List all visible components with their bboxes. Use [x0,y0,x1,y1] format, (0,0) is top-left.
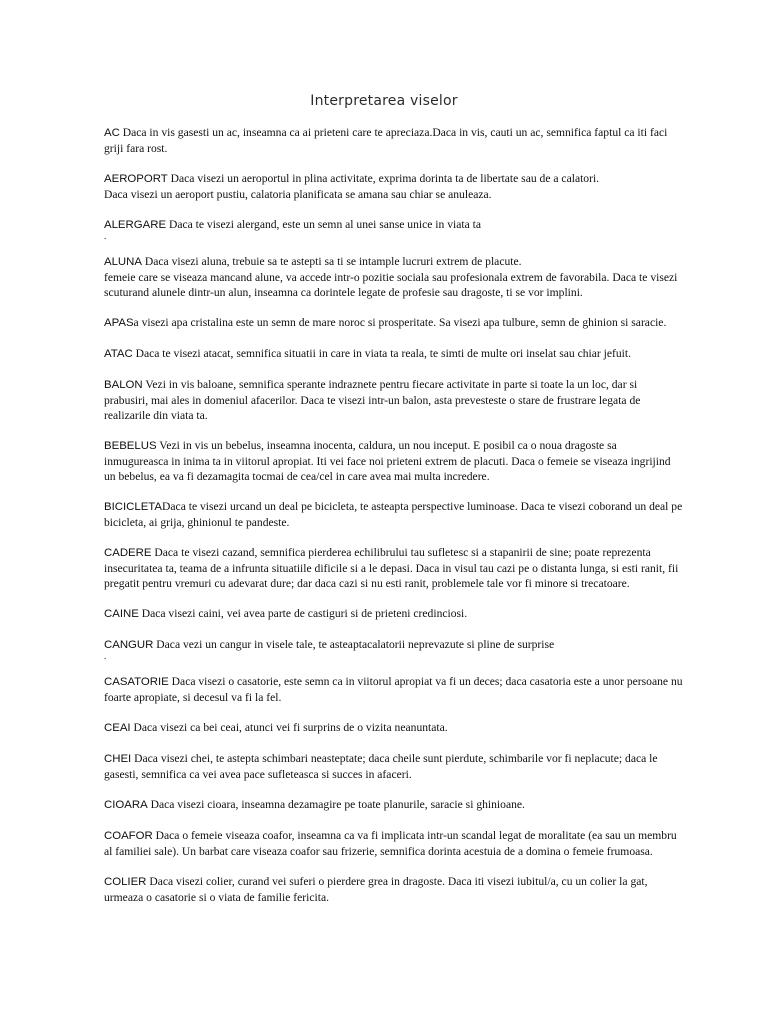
entry-first-line [104,828,684,859]
entry-first-line [104,438,684,484]
dream-entry [104,217,684,239]
entry-keyword: COLIER [104,876,147,888]
dream-entry [104,499,684,530]
dream-entry [104,720,684,736]
entry-keyword: ALUNA [104,256,142,268]
dream-entry [104,377,684,423]
dream-entry [104,874,684,905]
dream-entry [104,125,684,156]
entry-first-line [104,315,684,331]
entry-first-line [104,720,684,736]
entry-text: Daca visezi cioara, inseamna dezamagire pe toate planurile, saracie si ghinioane. [147,798,525,811]
dream-entry [104,674,684,705]
entry-keyword: CHEI [104,753,132,765]
entry-keyword: COAFOR [104,830,153,842]
entry-text: Daca vezi un cangur in visele tale, te asteaptacalatorii neprevazute si pline de surprise [153,638,555,651]
document-body [104,125,684,920]
entry-first-line [104,346,684,362]
entry-first-line [104,377,684,423]
entry-text: a visezi apa cristalina este un semn de mare noroc si prosperitate. Sa visezi apa tulbure, semn de ghinion si saracie. [133,316,667,329]
entry-first-line [104,254,684,270]
dream-entry [104,545,684,591]
entry-text: Daca visezi chei, te astepta schimbari neasteptate; daca cheile sunt pierdute, schimbarile vor fi neplacute; daca le gasesti, semnifica ca vei avea pace sufleteasca si succes in afaceri. [104,752,658,781]
entry-first-line [104,545,684,591]
dream-entry [104,637,684,659]
dream-entry [104,315,684,331]
dream-entry [104,797,684,813]
entry-keyword: ALERGARE [104,219,167,231]
entry-trailing-dot: . [104,651,107,661]
entry-keyword: AC [104,127,120,139]
dream-entry [104,751,684,782]
entry-text: Daca te visezi atacat, semnifica situatii in care in viata ta reala, te simti de multe ori inselat sau chiar jefuit. [132,347,632,360]
entry-text: Daca te visezi alergand, este un semn al unei sanse unice in viata ta [166,218,481,231]
dream-entry [104,828,684,859]
dream-entry [104,346,684,362]
entry-keyword: CIOARA [104,799,148,811]
entry-first-line [104,171,684,187]
entry-text: Daca visezi caini, vei avea parte de castiguri si de prieteni credinciosi. [138,607,468,620]
entry-text: Daca te visezi urcand un deal pe bicicleta, te asteapta perspective luminoase. Daca te visezi coborand un deal pe bicicleta, ai grija, ghinionul te pandeste. [104,500,683,529]
entry-keyword: CASATORIE [104,676,169,688]
entry-keyword: CANGUR [104,639,154,651]
entry-first-line [104,874,684,905]
entry-text: Vezi in vis baloane, semnifica sperante indraznete pentru fiecare activitate in parte si toate la un loc, dar si prabusiri, mai ales in domeniul afacerilor. Daca te visezi intr-un balon, asta prevesteste o stare de frustrare legata de realizarile din viata ta. [104,378,641,422]
entry-keyword: AEROPORT [104,173,168,185]
entry-text: Daca visezi o casatorie, este semn ca in viitorul apropiat va fi un deces; daca casatoria este a unor persoane nu foarte apropiate, si decesul va fi la fel. [104,675,683,704]
entry-keyword: BICICLETA [104,501,163,513]
entry-keyword: BALON [104,379,143,391]
dream-entry [104,171,684,202]
entry-first-line [104,674,684,705]
entry-keyword: CADERE [104,547,152,559]
entry-text: Daca visezi aluna, trebuie sa te astepti sa ti se intample lucruri extrem de placute. [141,255,522,268]
entry-keyword: BEBELUS [104,440,157,452]
dream-entry [104,438,684,484]
entry-line: Daca visezi un aeroport pustiu, calatoria planificata se amana sau chiar se anuleaza. [104,188,492,201]
entry-keyword: CEAI [104,722,131,734]
entry-text: Daca te visezi cazand, semnifica pierderea echilibrului tau sufletesc si a stapanirii de sine; poate reprezenta insecuritatea ta, teama de a infrunta situatiile dificile si a le depasi. Daca in visul tau cazi pe o distanta lunga, si esti ranit, fii pregatit pentru vremuri cu adevarat dure; dar daca cazi si nu esti ranit, problemele tale vor fi minore si trecatoare. [104,546,679,590]
entry-keyword: ATAC [104,348,133,360]
entry-line: femeie care se viseaza mancand alune, va accede intr-o pozitie sociala sau profesionala extrem de favorabila. Daca te visezi scuturand alunele dintr-un alun, inseamna ca dorintele legate de profesie sau dragoste, ti se vor implini. [104,271,678,299]
entry-first-line [104,499,684,530]
entry-text: Daca visezi un aeroportul in plina activitate, exprima dorinta ta de libertate sau de a calatori. [167,172,600,185]
dream-entry [104,606,684,622]
entry-text: Vezi in vis un bebelus, inseamna inocenta, caldura, un nou inceput. E posibil ca o noua dragoste sa inmugureasca in inima ta in viitorul apropiat. Iti vei face noi prieteni extrem de placuti. Daca o femeie se viseaza ingrijind un bebelus, ea va fi dezamagita tocmai de cea/cel in care avea mai multa incredere. [104,439,671,483]
entry-trailing-dot: . [104,231,107,241]
entry-text: Daca visezi ca bei ceai, atunci vei fi surprins de o vizita neanuntata. [130,721,448,734]
document-title: Interpretarea viselor [310,93,458,109]
entry-first-line [104,751,684,782]
entry-text: Daca visezi colier, curand vei suferi o pierdere grea in dragoste. Daca iti visezi iubitul/a, cu un colier la gat, urmeaza o casatorie si o viata de familie fericita. [104,875,648,904]
entry-keyword: CAINE [104,608,139,620]
entry-text: Daca in vis gasesti un ac, inseamna ca ai prieteni care te apreciaza.Daca in vis, cauti un ac, semnifica faptul ca iti faci griji fara rost. [104,126,668,155]
entry-text: Daca o femeie viseaza coafor, inseamna ca va fi implicata intr-un scandal legat de moralitate (ea sau un membru al familiei sale). Un barbat care viseaza coafor sau frizerie, semnifica dorinta acestuia de a domina o femeie frumoasa. [104,829,677,858]
entry-first-line [104,637,684,653]
entry-keyword: APAS [104,317,134,329]
entry-first-line [104,606,684,622]
entry-first-line [104,125,684,156]
entry-first-line [104,797,684,813]
dream-entry [104,254,684,300]
entry-first-line [104,217,684,233]
